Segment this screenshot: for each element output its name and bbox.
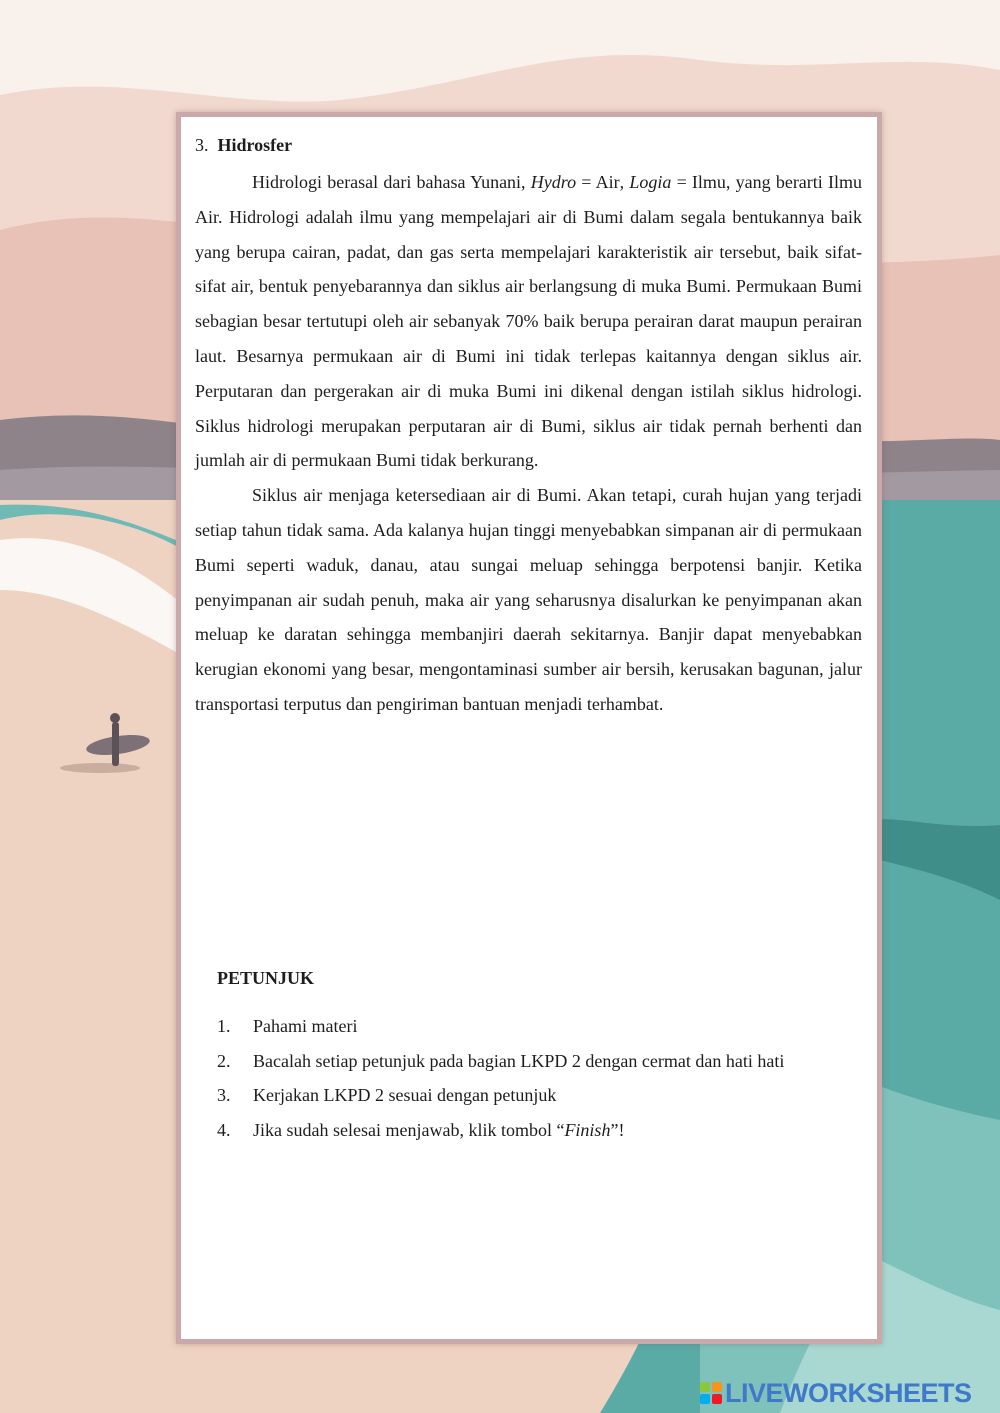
section-heading [195, 133, 862, 157]
paragraph-water-cycle: Siklus air menjaga ketersediaan air di Bumi. Akan tetapi, curah hujan yang terjadi setiap tahun tidak sama. Ada kalanya hujan tinggi menyebabkan simpanan air di permukaan Bumi seperti waduk, danau, atau sungai meluap sehingga berpotensi banjir. Ketika penyimpanan air sudah penuh, maka air yang seharusnya disalurkan ke penyimpanan akan meluap ke daratan sehingga membanjiri daerah sekitarnya. Banjir dapat menyebabkan kerugian ekonomi yang besar, mengontaminasi sumber air bersih, kerusakan bagunan, jalur transportasi terputus dan pengiriman bantuan menjadi terhambat. [195, 485, 862, 714]
italic-term-hydro: Hydro [530, 172, 577, 192]
material-content [195, 133, 862, 722]
paragraph-hydrology [195, 165, 862, 478]
instructions-section [217, 965, 817, 1147]
finish-term: Finish [564, 1119, 611, 1140]
document-page [176, 112, 882, 1344]
instruction-item [217, 1044, 817, 1079]
instruction-number: 2. [217, 1050, 231, 1071]
instruction-text: ”! [610, 1119, 625, 1140]
paragraph-text: = Air [576, 172, 620, 192]
instructions-title: PETUNJUK [217, 968, 315, 988]
section-number: 3. [195, 135, 209, 155]
liveworksheets-logo-icon [700, 1382, 722, 1404]
instruction-text: Pahami materi [253, 1016, 358, 1036]
paragraph-text: = Ilmu, yang berarti Ilmu Air. Hidrologi adalah ilmu yang mempelajari air di Bumi dalam segala bentukannya baik yang berupa cairan, padat, dan gas serta mempelajari karakteristik air tersebut, baik sifat-sifat air, bentuk penyebarannya dan siklus air berlangsung di muka Bumi. Permukaan Bumi sebagian besar tertutupi oleh air sebanyak 70% baik berupa perairan darat maupun perairan laut. Besarnya permukaan air di Bumi ini tidak terlepas kaitannya dengan siklus air. Perputaran dan pergerakan air di muka Bumi ini dikenal dengan istilah siklus hidrologi. Siklus hidrologi merupakan perputaran air di Bumi, siklus air tidak pernah berhenti dan jumlah air di permukaan Bumi tidak berkurang. [195, 172, 862, 471]
italic-comma: , [619, 172, 630, 192]
instruction-item [217, 1009, 817, 1044]
liveworksheets-logo[interactable] [700, 1378, 972, 1408]
instruction-text: Kerjakan LKPD 2 sesuai dengan petunjuk [253, 1085, 557, 1105]
brand-name: LIVEWORKSHEETS [725, 1377, 972, 1408]
instruction-text: Bacalah setiap petunjuk pada bagian LKPD 2 dengan cermat dan hati hati [253, 1050, 785, 1071]
italic-term-logia: Logia [629, 172, 672, 192]
section-title: Hidrosfer [217, 135, 293, 155]
instruction-number: 3. [217, 1085, 231, 1105]
instructions-list [217, 1009, 817, 1147]
instruction-number: 4. [217, 1119, 231, 1140]
instruction-item [217, 1113, 817, 1148]
instruction-text: Jika sudah selesai menjawab, klik tombol “ [253, 1119, 565, 1140]
paragraph-text: Hidrologi berasal dari bahasa Yunani, [252, 172, 531, 192]
instruction-number: 1. [217, 1016, 231, 1036]
instruction-item [217, 1078, 817, 1113]
